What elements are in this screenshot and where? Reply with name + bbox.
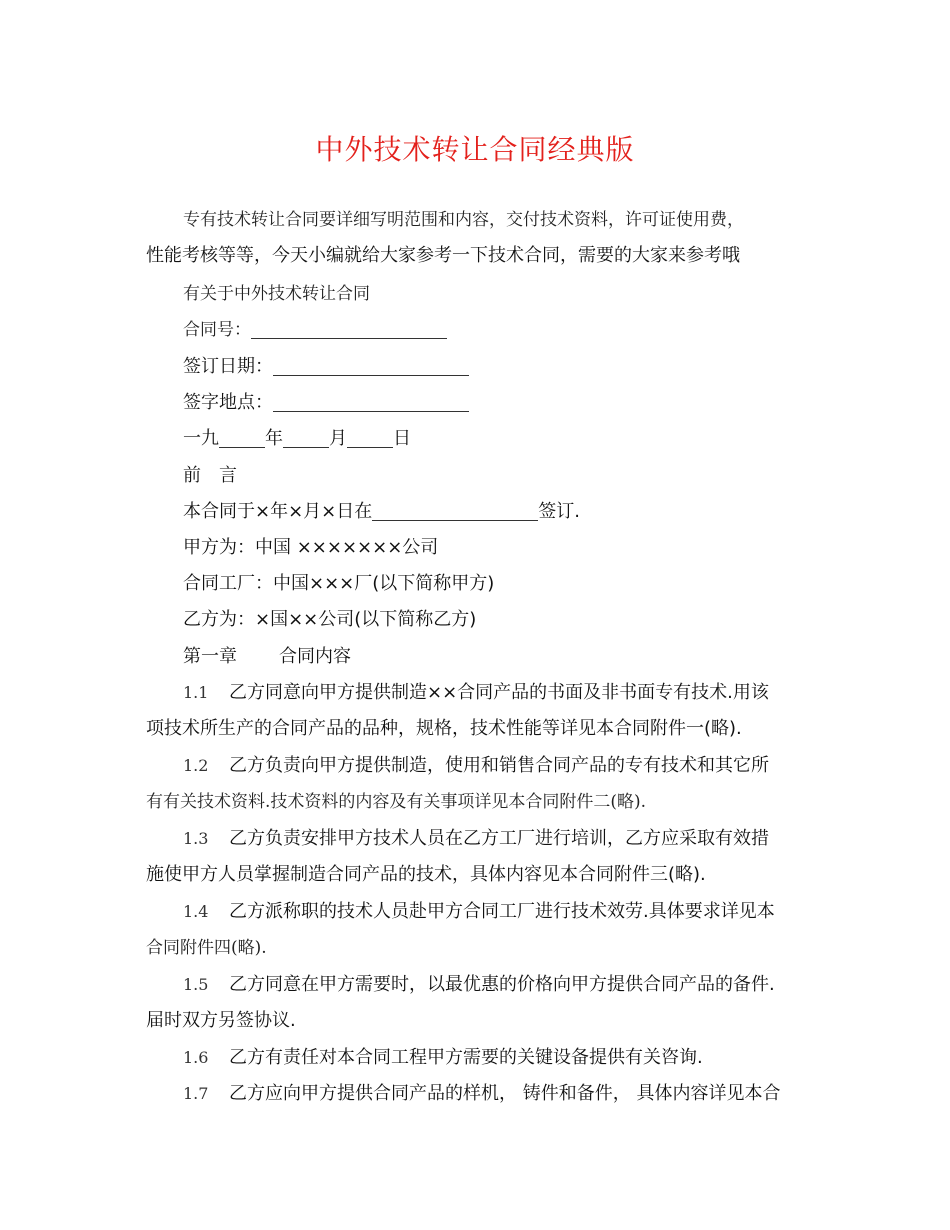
date-day: 日 [393,428,411,449]
date-month: 月 [329,428,347,449]
sign-date-row [183,355,469,379]
clause-number: 1.5 [183,975,209,994]
year-blank [219,429,265,448]
clause-number: 1.1 [183,683,209,702]
chapter-label: 第一章 [183,646,237,667]
subtitle: 有关于中外技术转让合同 [183,284,370,304]
document-title: 中外技术转让合同经典版 [315,133,635,166]
clause-1-6-line-1 [183,1046,703,1070]
chapter-heading [183,645,351,669]
sign-date-blank [273,357,469,376]
party-b: 乙方为：×国××公司(以下简称乙方) [183,609,477,630]
clause-1-2-line-1 [183,754,769,778]
sign-place-row [183,391,469,415]
clause-number: 1.2 [183,756,209,775]
clause-1-4-line-2: 合同附件四(略). [146,938,267,958]
clause-1-5-line-1 [183,973,775,997]
party-a: 甲方为：中国 ×××××××公司 [183,537,439,558]
clause-1-4-line-1 [183,900,775,924]
clause-1-1-line-2: 项技术所生产的合同产品的品种，规格，技术性能等详见本合同附件一(略). [146,718,742,739]
contract-factory: 合同工厂：中国×××厂(以下简称甲方) [183,573,495,594]
contract-number-row [183,318,447,342]
date-row [183,427,411,451]
signed-at-row [183,500,580,524]
signed-at-suffix: 签订. [538,501,580,522]
clause-text: 乙方同意向甲方提供制造××合同产品的书面及非书面专有技术.用该 [229,682,769,703]
clause-text: 乙方负责安排甲方技术人员在乙方工厂进行培训，乙方应采取有效措 [229,828,769,849]
date-year: 年 [265,428,283,449]
clause-number: 1.7 [183,1084,209,1103]
month-blank [283,429,329,448]
contract-number-label: 合同号： [183,320,251,340]
clause-text: 乙方有责任对本合同工程甲方需要的关键设备提供有关咨询. [229,1047,703,1068]
intro-line-2: 性能考核等等，今天小编就给大家参考一下技术合同，需要的大家来参考哦 [146,245,740,266]
date-prefix: 一九 [183,428,219,449]
clause-text: 乙方负责向甲方提供制造，使用和销售合同产品的专有技术和其它所 [229,755,769,776]
sign-place-blank [273,393,469,412]
intro-line-1: 专有技术转让合同要详细写明范围和内容，交付技术资料，许可证使用费， [183,210,744,230]
clause-1-3-line-1 [183,827,769,851]
sign-place-label: 签字地点： [183,392,273,413]
clause-1-2-line-2: 有有关技术资料.技术资料的内容及有关事项详见本合同附件二(略). [146,792,647,812]
signed-at-prefix: 本合同于×年×月×日在 [183,501,373,522]
clause-number: 1.4 [183,902,209,921]
clause-text: 乙方派称职的技术人员赴甲方合同工厂进行技术效劳.具体要求详见本 [229,901,775,922]
sign-date-label: 签订日期： [183,356,273,377]
chapter-title: 合同内容 [279,646,351,667]
clause-1-3-line-2: 施使甲方人员掌握制造合同产品的技术，具体内容见本合同附件三(略). [146,864,706,885]
clause-text: 乙方同意在甲方需要时，以最优惠的价格向甲方提供合同产品的备件. [229,974,775,995]
clause-1-7-line-1 [183,1082,780,1106]
clause-1-5-line-2: 届时双方另签协议. [146,1010,296,1031]
contract-number-blank [251,320,447,339]
clause-text: 乙方应向甲方提供合同产品的样机， 铸件和备件， 具体内容详见本合 [229,1083,781,1104]
clause-number: 1.3 [183,829,209,848]
day-blank [347,429,393,448]
signed-at-blank [372,502,538,521]
preface-heading: 前 言 [183,465,237,486]
clause-number: 1.6 [183,1048,209,1067]
clause-1-1-line-1 [183,681,769,705]
